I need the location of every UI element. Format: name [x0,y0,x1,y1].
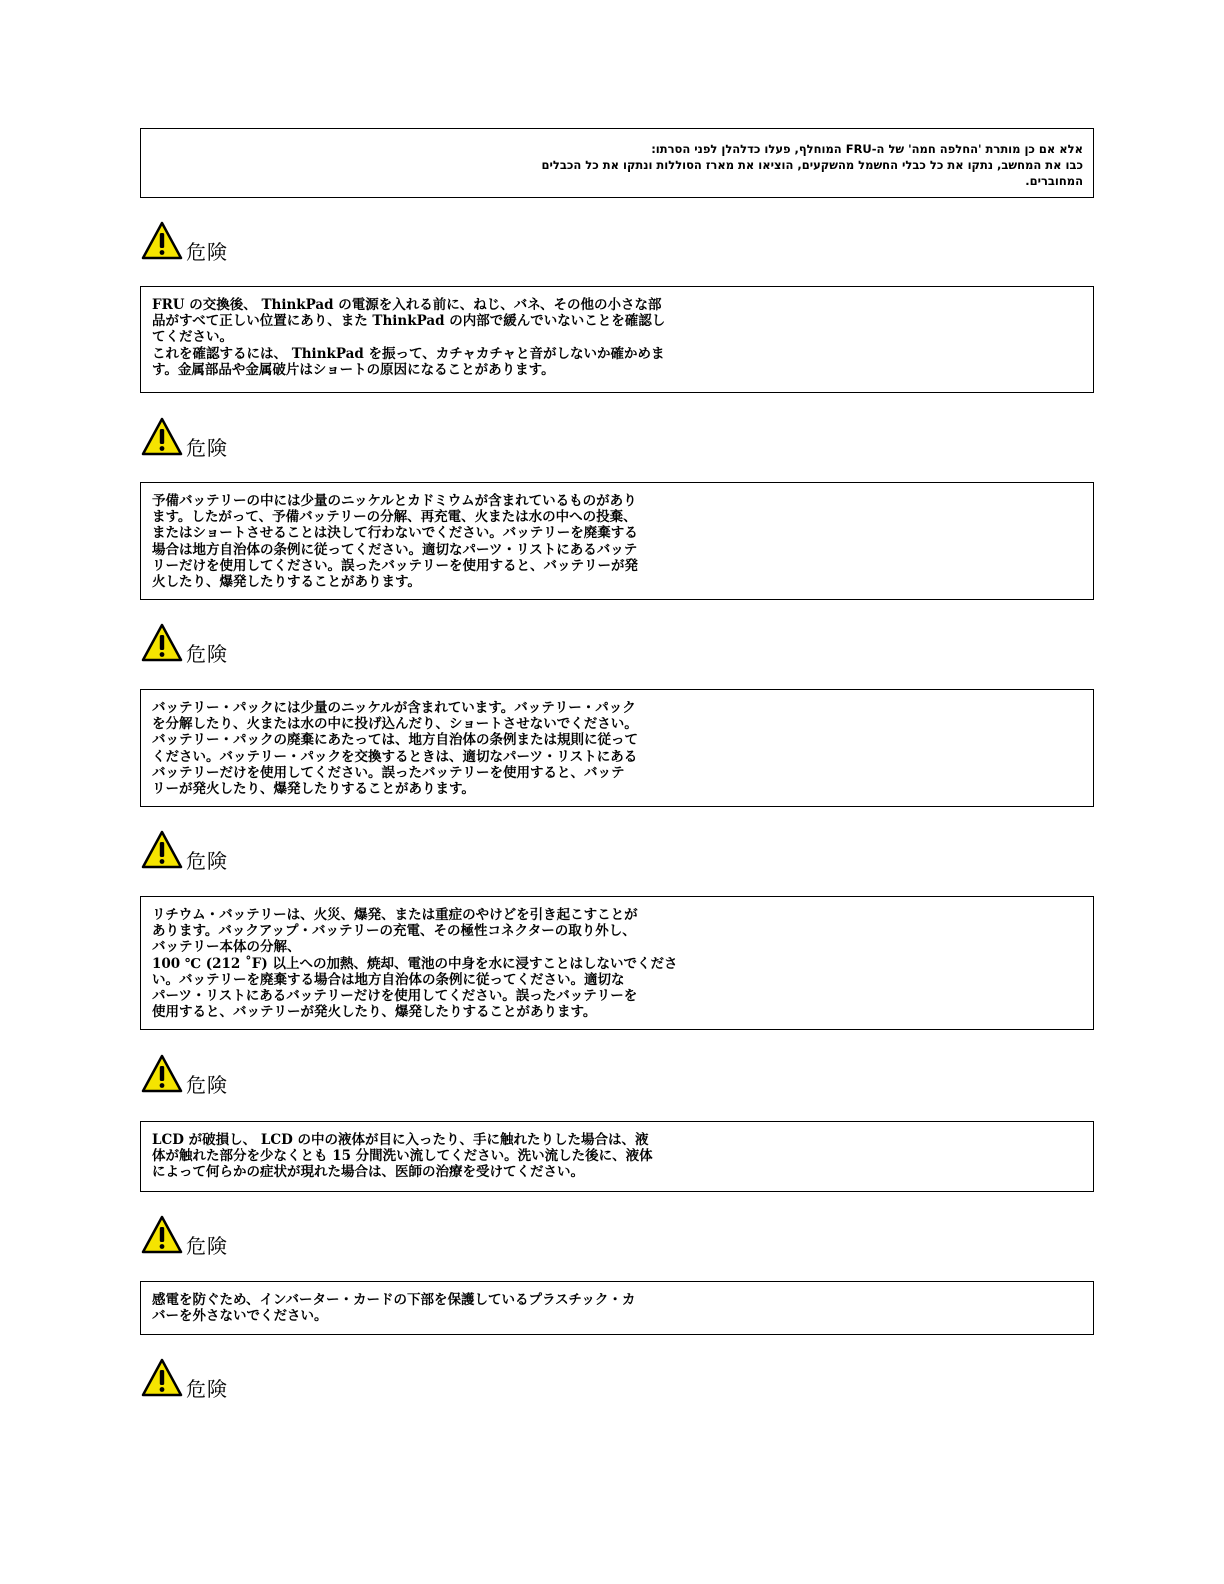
danger-heading [140,416,260,460]
danger-heading [140,1053,260,1097]
notice-line: LCD が破損し、 LCD の中の液体が目に入ったり、手に触れたりした場合は、液 [152,1132,649,1148]
notice-text [152,907,742,1020]
notice-line: כבו את המחשב, נתקו את כל כבלי החשמל מהשקעים, הוציאו את מארז הסוללות ונתקו את כל הכבלים [541,158,1083,172]
notice-text [152,297,742,378]
notice-text [152,493,742,590]
notice-line: リーが発火したり、爆発したりすることがあります。 [152,781,475,798]
danger-notice-box [140,286,1094,393]
danger-heading [140,1214,260,1258]
danger-label: 危険 [186,642,228,666]
danger-notice-box [140,689,1094,807]
notice-line: バッテリー・パックの廃棄にあたっては、地方自治体の条例または規則に従って [152,732,638,749]
notice-line: リーだけを使用してください。誤ったバッテリーを使用すると、バッテリーが発 [152,557,638,574]
notice-line: 体が触れた部分を少なくとも 15 分間洗い流してください。洗い流した後に、液体 [152,1148,653,1165]
danger-heading [140,829,260,873]
notice-line: FRU の交換後、 ThinkPad の電源を入れる前に、ねじ、バネ、その他の小さな部 [152,297,662,313]
danger-notice-box [140,482,1094,600]
notice-line: 品がすべて正しい位置にあり、また ThinkPad の内部で緩んでいないことを確認し [152,313,666,330]
notice-line: またはショートさせることは決して行わないでください。バッテリーを廃棄する [152,525,638,542]
danger-label: 危険 [186,1234,228,1258]
danger-label: 危険 [186,240,228,264]
notice-line: אלא אם כן מותרת 'החלפה חמה' של ה-FRU המוחלף, פעלו כדלהלן לפני הסרתו: [651,142,1083,156]
notice-text [152,1292,742,1324]
notice-line: リチウム・バッテリーは、火災、爆発、または重症のやけどを引き起こすことが [152,907,638,923]
warning-triangle-icon [140,220,184,262]
notice-line: バッテリーだけを使用してください。誤ったバッテリーを使用すると、バッテ [152,764,625,781]
notice-line: 100 ℃ (212 ˚F) 以上への加熱、焼却、電池の中身を水に浸すことはしないでくださ [152,955,678,972]
notice-text [152,1132,742,1181]
notice-line: これを確認するには、 ThinkPad を振って、カチャカチャと音がしないか確かめま [152,345,665,362]
notice-line: す。金属部品や金属破片はショートの原因になることがあります。 [152,361,555,378]
notice-line: 場合は地方自治体の条例に従ってください。適切なパーツ・リストにあるバッテ [152,541,638,558]
warning-triangle-icon [140,416,184,458]
danger-label: 危険 [186,1073,228,1097]
danger-heading [140,622,260,666]
notice-line: パーツ・リストにあるバッテリーだけを使用してください。誤ったバッテリーを [152,988,638,1005]
warning-triangle-icon [140,1053,184,1095]
warning-triangle-icon [140,829,184,871]
notice-line: ます。したがって、予備バッテリーの分解、再充電、火または水の中への投棄、 [152,509,637,526]
notice-text [152,700,742,797]
notice-line: てください。 [152,329,233,346]
danger-notice-box [140,1121,1094,1192]
notice-line: バーを外さないでください。 [152,1308,328,1325]
notice-line: い。バッテリーを廃棄する場合は地方自治体の条例に従ってください。適切な [152,971,625,988]
notice-line: 火したり、爆発したりすることがあります。 [152,574,421,591]
danger-heading [140,220,260,264]
notice-line: המחוברים. [1025,174,1083,188]
notice-line: バッテリー・パックには少量のニッケルが含まれています。バッテリー・パック [152,700,636,716]
danger-label: 危険 [186,849,228,873]
hebrew-notice-box [140,128,1094,198]
danger-notice-box [140,896,1094,1030]
notice-line: 予備バッテリーの中には少量のニッケルとカドミウムが含まれているものがあり [152,493,637,509]
warning-triangle-icon [140,622,184,664]
danger-heading [140,1357,260,1401]
hebrew-notice-text [483,141,1083,189]
danger-notice-box [140,1281,1094,1335]
notice-line: によって何らかの症状が現れた場合は、医師の治療を受けてください。 [152,1164,584,1181]
warning-triangle-icon [140,1214,184,1256]
notice-line: あります。バックアップ・バッテリーの充電、その極性コネクターの取り外し、 [152,923,636,940]
danger-label: 危険 [186,1377,228,1401]
notice-line: ください。バッテリー・パックを交換するときは、適切なパーツ・リストにある [152,748,638,765]
warning-triangle-icon [140,1357,184,1399]
danger-label: 危険 [186,436,228,460]
notice-line: 使用すると、バッテリーが発火したり、爆発したりすることがあります。 [152,1004,597,1021]
notice-line: バッテリー本体の分解、 [152,939,301,956]
notice-line: を分解したり、火または水の中に投げ込んだり、ショートさせないでください。 [152,716,638,733]
notice-line: 感電を防ぐため、インバーター・カードの下部を保護しているプラスチック・カ [152,1292,636,1308]
